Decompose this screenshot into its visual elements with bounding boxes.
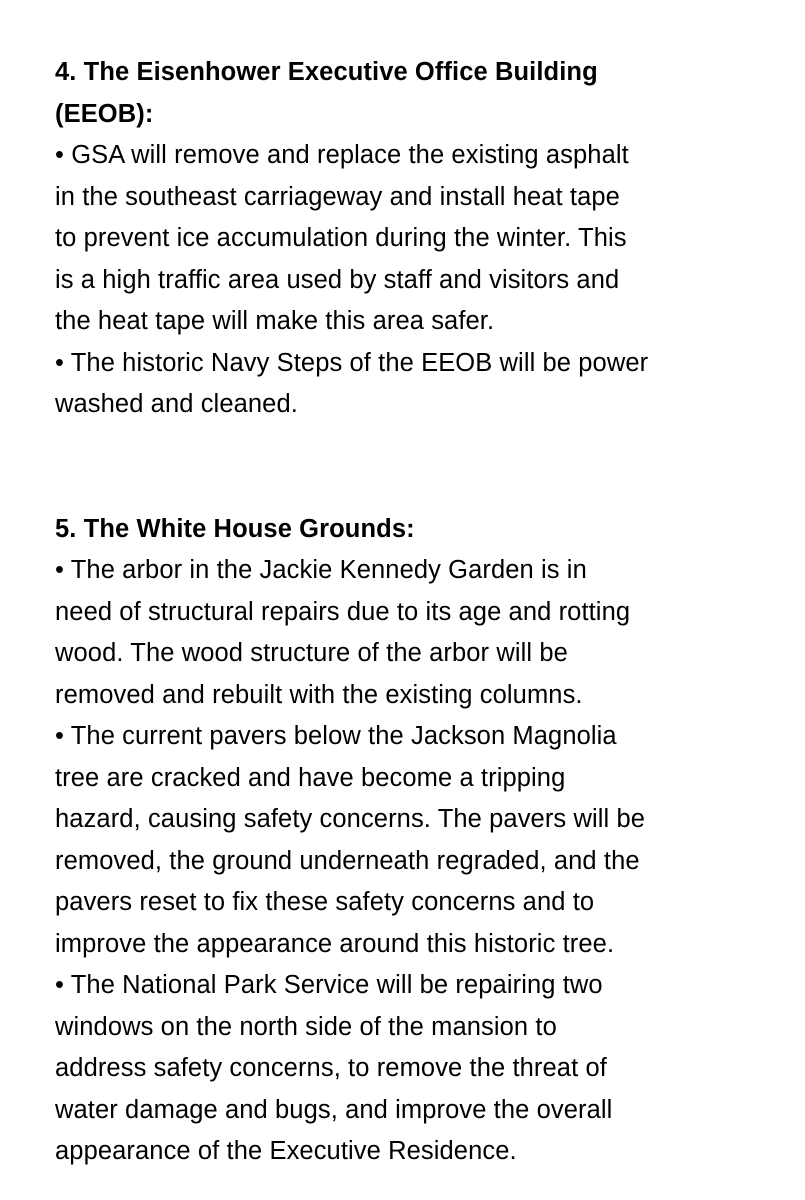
bullet-text-line: improve the appearance around this historic tree. <box>55 929 615 958</box>
bullet-text-line: hazard, causing safety concerns. The pavers will be <box>55 805 646 833</box>
bullet-text-line: is a high traffic area used by staff and visitors and <box>55 265 620 294</box>
bullet-item <box>55 343 770 426</box>
bullet-text-line: need of structural repairs due to its age and rotting <box>55 597 631 626</box>
bullet-text-line: pavers reset to fix these safety concerns and to <box>55 888 595 916</box>
bullet-text-line: water damage and bugs, and improve the overall <box>55 1095 613 1124</box>
document-page <box>55 52 770 1173</box>
heading-line: 5. The White House Grounds: <box>55 514 415 543</box>
section-spacer <box>55 426 770 509</box>
bullet-text-line: • The arbor in the Jackie Kennedy Garden is in <box>55 556 587 584</box>
bullet-text-line: the heat tape will make this area safer. <box>55 307 495 335</box>
bullet-text-line: • The National Park Service will be repairing two <box>55 971 603 999</box>
section-heading <box>55 52 770 135</box>
bullet-text-line: removed, the ground underneath regraded, and the <box>55 846 640 875</box>
heading-line: (EEOB): <box>55 99 154 128</box>
bullet-text-line: appearance of the Executive Residence. <box>55 1137 517 1165</box>
section-heading <box>55 509 770 551</box>
bullet-text-line: address safety concerns, to remove the threat of <box>55 1054 607 1082</box>
bullet-text-line: in the southeast carriageway and install heat tape <box>55 182 620 211</box>
bullet-item <box>55 716 770 965</box>
bullet-text-line: to prevent ice accumulation during the winter. This <box>55 224 627 252</box>
bullet-text-line: removed and rebuilt with the existing columns. <box>55 680 583 709</box>
bullet-item <box>55 965 770 1173</box>
bullet-text-line: • GSA will remove and replace the existing asphalt <box>55 141 629 169</box>
bullet-text-line: • The current pavers below the Jackson Magnolia <box>55 722 617 750</box>
bullet-item <box>55 550 770 716</box>
section-grounds <box>55 509 770 1173</box>
bullet-text-line: tree are cracked and have become a tripping <box>55 763 566 792</box>
bullet-text-line: washed and cleaned. <box>55 390 298 418</box>
bullet-text-line: • The historic Navy Steps of the EEOB will be power <box>55 348 649 377</box>
bullet-text-line: wood. The wood structure of the arbor will be <box>55 639 568 667</box>
heading-line: 4. The Eisenhower Executive Office Building <box>55 58 598 86</box>
bullet-text-line: windows on the north side of the mansion to <box>55 1012 557 1041</box>
section-eeob <box>55 52 770 426</box>
bullet-item <box>55 135 770 343</box>
